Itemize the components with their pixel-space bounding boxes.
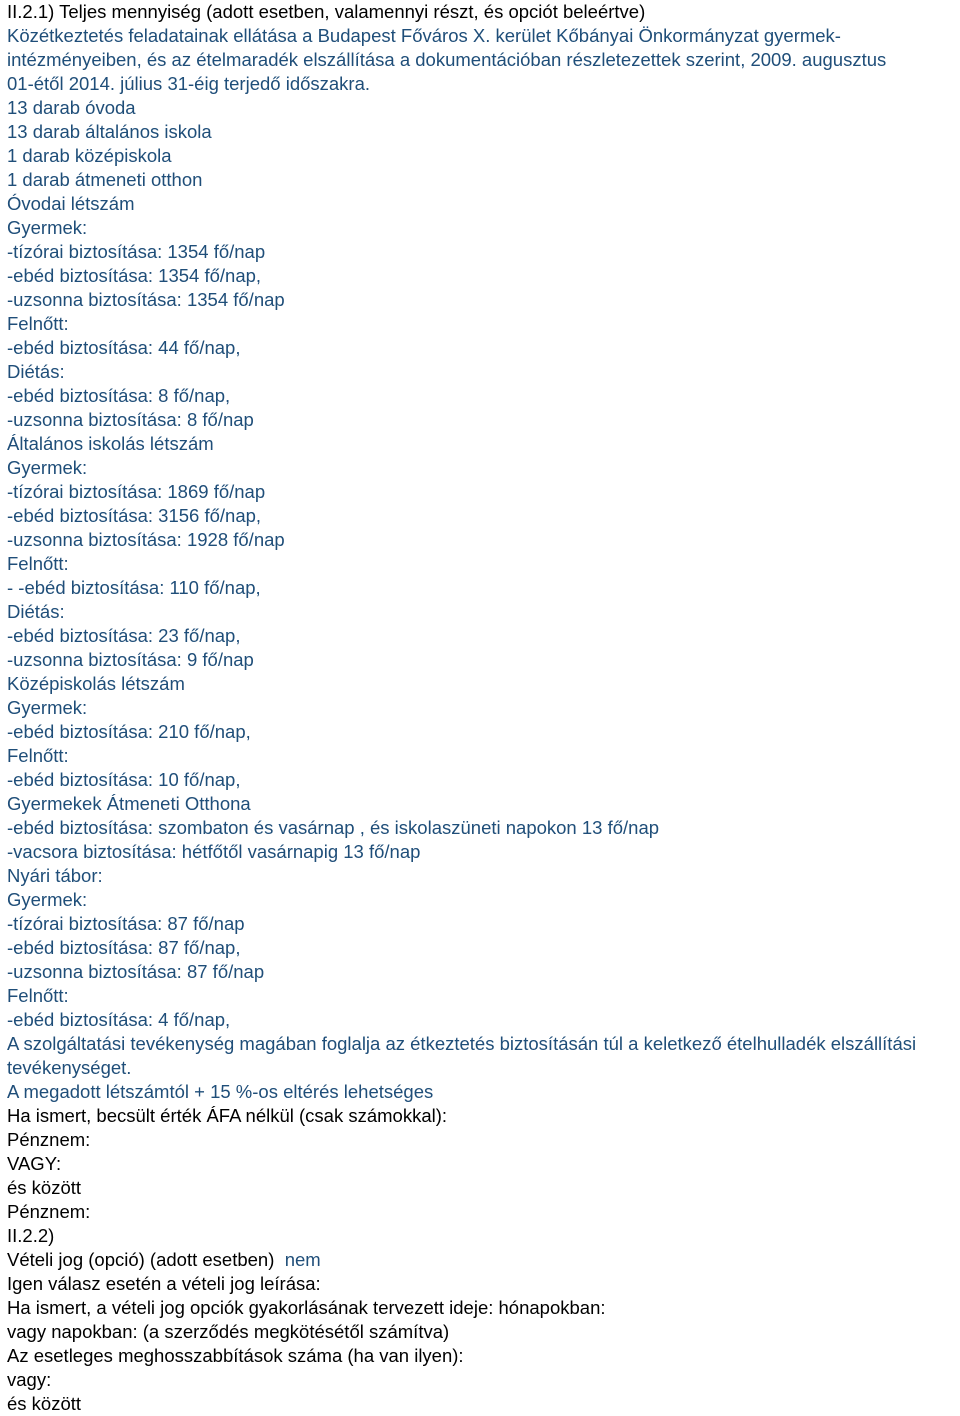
- currency-label: Pénznem:: [7, 1129, 91, 1150]
- intro-line-2: intézményeiben, és az ételmaradék elszállítása a dokumentációban részletezettek szerint, 2009. augusztus: [7, 49, 887, 70]
- option-row: [7, 1248, 960, 1272]
- section-heading-total-quantity: II.2.1) Teljes mennyiség (adott esetben, valamennyi részt, és opciót beleértve): [7, 1, 646, 22]
- secondary-school-adult-label: Felnőtt:: [7, 745, 69, 766]
- primary-school-child-item: -uzsonna biztosítása: 1928 fő/nap: [7, 529, 285, 550]
- option-value: nem: [284, 1249, 321, 1270]
- summer-camp-title: Nyári tábor:: [7, 865, 103, 886]
- summer-camp-adult-item: -ebéd biztosítása: 4 fő/nap,: [7, 1009, 231, 1030]
- primary-school-child-item: -ebéd biztosítása: 3156 fő/nap,: [7, 505, 262, 526]
- kindergarten-child-label: Gyermek:: [7, 217, 88, 238]
- or-label: VAGY:: [7, 1153, 62, 1174]
- secondary-school-adult-item: -ebéd biztosítása: 10 fő/nap,: [7, 769, 241, 790]
- childrens-home-item: -vacsora biztosítása: hétfőtől vasárnapig 13 fő/nap: [7, 841, 421, 862]
- childrens-home-item: -ebéd biztosítása: szombaton és vasárnap , és iskolaszüneti napokon 13 fő/nap: [7, 817, 660, 838]
- service-note: A szolgáltatási tevékenység magában foglalja az étkeztetés biztosításán túl a keletkező ételhulladék elszállítási tevékenységet.: [7, 1033, 917, 1078]
- primary-school-diet-label: Diétás:: [7, 601, 65, 622]
- kindergarten-child-item: -uzsonna biztosítása: 1354 fő/nap: [7, 289, 285, 310]
- kindergarten-adult-item: -ebéd biztosítása: 44 fő/nap,: [7, 337, 241, 358]
- option-description-label: Igen válasz esetén a vételi jog leírása:: [7, 1273, 321, 1294]
- intro-line-1: Közétkeztetés feladatainak ellátása a Budapest Főváros X. kerület Kőbányai Önkormányzat gyermek-: [7, 25, 841, 46]
- kindergarten-adult-label: Felnőtt:: [7, 313, 69, 334]
- kindergarten-child-item: -tízórai biztosítása: 1354 fő/nap: [7, 241, 266, 262]
- option-timing-days-label: vagy napokban: (a szerződés megkötésétől számítva): [7, 1321, 450, 1342]
- summer-camp-adult-label: Felnőtt:: [7, 985, 69, 1006]
- institution-kindergartens: 13 darab óvoda: [7, 97, 136, 118]
- summer-camp-child-item: -ebéd biztosítása: 87 fő/nap,: [7, 937, 241, 958]
- primary-school-child-item: -tízórai biztosítása: 1869 fő/nap: [7, 481, 266, 502]
- primary-school-child-label: Gyermek:: [7, 457, 88, 478]
- between-label: és között: [7, 1177, 82, 1198]
- between-label: és között: [7, 1393, 82, 1414]
- primary-school-title: Általános iskolás létszám: [7, 433, 214, 454]
- secondary-school-title: Középiskolás létszám: [7, 673, 185, 694]
- institution-childrens-home: 1 darab átmeneti otthon: [7, 169, 203, 190]
- kindergarten-diet-label: Diétás:: [7, 361, 65, 382]
- kindergarten-title: Óvodai létszám: [7, 193, 135, 214]
- secondary-school-child-label: Gyermek:: [7, 697, 88, 718]
- or-label: vagy:: [7, 1369, 52, 1390]
- secondary-school-child-item: -ebéd biztosítása: 210 fő/nap,: [7, 721, 251, 742]
- childrens-home-title: Gyermekek Átmeneti Otthona: [7, 793, 251, 814]
- kindergarten-child-item: -ebéd biztosítása: 1354 fő/nap,: [7, 265, 262, 286]
- primary-school-adult-item: - -ebéd biztosítása: 110 fő/nap,: [7, 577, 261, 598]
- option-timing-months-label: Ha ismert, a vételi jog opciók gyakorlásának tervezett ideje: hónapokban:: [7, 1297, 606, 1318]
- summer-camp-child-item: -uzsonna biztosítása: 87 fő/nap: [7, 961, 265, 982]
- intro-line-3: 01-étől 2014. július 31-éig terjedő időszakra.: [7, 73, 371, 94]
- primary-school-diet-item: -uzsonna biztosítása: 9 fő/nap: [7, 649, 254, 670]
- estimated-value-label: Ha ismert, becsült érték ÁFA nélkül (csak számokkal):: [7, 1105, 448, 1126]
- tolerance-note: A megadott létszámtól + 15 %-os eltérés lehetséges: [7, 1081, 434, 1102]
- institution-primary-schools: 13 darab általános iskola: [7, 121, 212, 142]
- section-heading-option: II.2.2): [7, 1225, 55, 1246]
- kindergarten-diet-item: -ebéd biztosítása: 8 fő/nap,: [7, 385, 231, 406]
- institution-secondary-school: 1 darab középiskola: [7, 145, 172, 166]
- primary-school-diet-item: -ebéd biztosítása: 23 fő/nap,: [7, 625, 241, 646]
- kindergarten-diet-item: -uzsonna biztosítása: 8 fő/nap: [7, 409, 254, 430]
- currency-label: Pénznem:: [7, 1201, 91, 1222]
- primary-school-adult-label: Felnőtt:: [7, 553, 69, 574]
- summer-camp-child-item: -tízórai biztosítása: 87 fő/nap: [7, 913, 245, 934]
- option-label: Vételi jog (opció) (adott esetben): [7, 1249, 275, 1270]
- summer-camp-child-label: Gyermek:: [7, 889, 88, 910]
- extensions-label: Az esetleges meghosszabbítások száma (ha van ilyen):: [7, 1345, 464, 1366]
